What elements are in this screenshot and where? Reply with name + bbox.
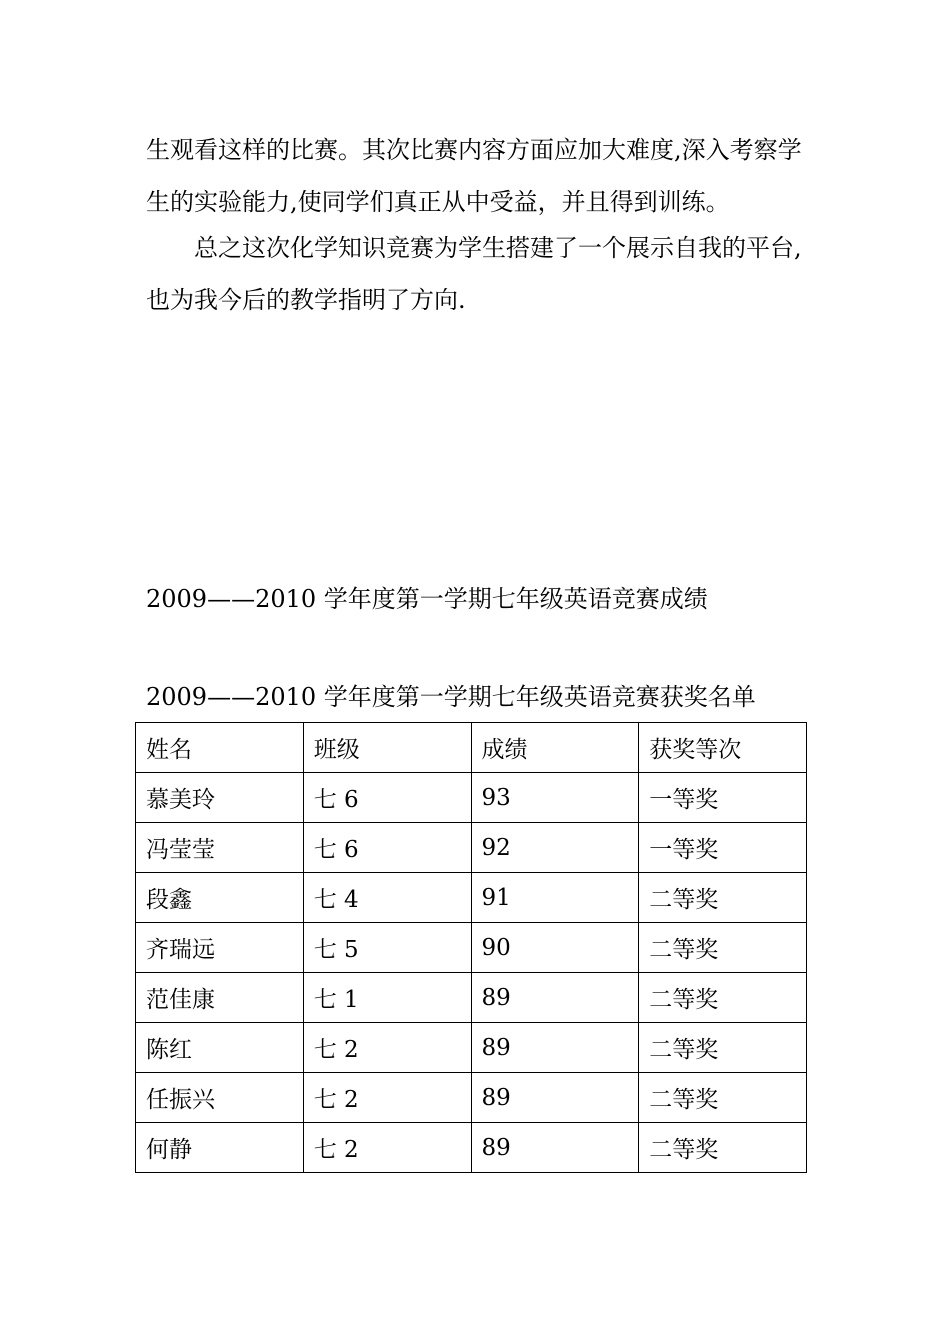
table-row bbox=[136, 923, 807, 973]
body-paragraph: 总之这次化学知识竞赛为学生搭建了一个展示自我的平台,也为我今后的教学指明了方向. bbox=[146, 234, 802, 314]
section-heading-award-list: 2009——2010 学年度第一学期七年级英语竞赛获奖名单 bbox=[146, 683, 756, 711]
cell-class: 七 6 bbox=[303, 823, 471, 873]
cell-score: 89 bbox=[471, 1123, 639, 1173]
table-row bbox=[136, 973, 807, 1023]
cell-score: 89 bbox=[471, 1023, 639, 1073]
cell-score: 92 bbox=[471, 823, 639, 873]
cell-name: 任振兴 bbox=[136, 1073, 304, 1123]
cell-award: 一等奖 bbox=[639, 773, 807, 823]
award-table bbox=[135, 722, 807, 1173]
cell-award: 二等奖 bbox=[639, 1023, 807, 1073]
cell-class: 七 4 bbox=[303, 873, 471, 923]
table-row bbox=[136, 873, 807, 923]
cell-name: 何静 bbox=[136, 1123, 304, 1173]
cell-class: 七 2 bbox=[303, 1123, 471, 1173]
cell-score: 89 bbox=[471, 1073, 639, 1123]
cell-name: 范佳康 bbox=[136, 973, 304, 1023]
table-row bbox=[136, 1073, 807, 1123]
cell-name: 陈红 bbox=[136, 1023, 304, 1073]
cell-award: 二等奖 bbox=[639, 873, 807, 923]
cell-score: 93 bbox=[471, 773, 639, 823]
cell-class: 七 6 bbox=[303, 773, 471, 823]
cell-score: 89 bbox=[471, 973, 639, 1023]
table-row bbox=[136, 773, 807, 823]
cell-name: 齐瑞远 bbox=[136, 923, 304, 973]
table-row bbox=[136, 1023, 807, 1073]
table-row bbox=[136, 823, 807, 873]
header-cell-name: 姓名 bbox=[136, 723, 304, 773]
cell-class: 七 5 bbox=[303, 923, 471, 973]
cell-award: 二等奖 bbox=[639, 1073, 807, 1123]
body-paragraph: 生观看这样的比赛。其次比赛内容方面应加大难度,深入考察学生的实验能力,使同学们真正从中受益，并且得到训练。 bbox=[146, 136, 802, 216]
header-cell-award: 获奖等次 bbox=[639, 723, 807, 773]
cell-award: 二等奖 bbox=[639, 973, 807, 1023]
cell-award: 二等奖 bbox=[639, 1123, 807, 1173]
table-header-row bbox=[136, 723, 807, 773]
cell-class: 七 2 bbox=[303, 1023, 471, 1073]
cell-name: 冯莹莹 bbox=[136, 823, 304, 873]
cell-award: 一等奖 bbox=[639, 823, 807, 873]
cell-score: 91 bbox=[471, 873, 639, 923]
cell-award: 二等奖 bbox=[639, 923, 807, 973]
table-row bbox=[136, 1123, 807, 1173]
cell-name: 慕美玲 bbox=[136, 773, 304, 823]
header-cell-score: 成绩 bbox=[471, 723, 639, 773]
section-heading-scores: 2009——2010 学年度第一学期七年级英语竞赛成绩 bbox=[146, 585, 708, 613]
cell-score: 90 bbox=[471, 923, 639, 973]
header-cell-class: 班级 bbox=[303, 723, 471, 773]
cell-class: 七 2 bbox=[303, 1073, 471, 1123]
cell-class: 七 1 bbox=[303, 973, 471, 1023]
cell-name: 段鑫 bbox=[136, 873, 304, 923]
